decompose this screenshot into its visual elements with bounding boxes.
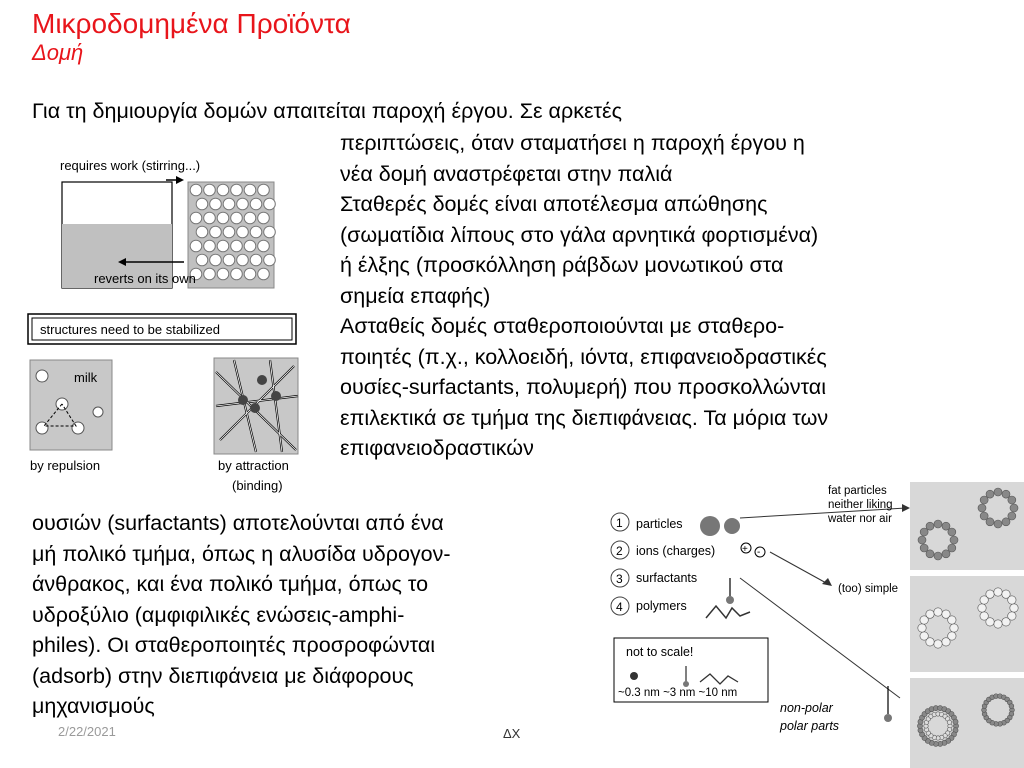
binding-point (250, 403, 260, 413)
binding-label: (binding) (232, 478, 283, 493)
particle-icon (724, 518, 740, 534)
text-line: ουσιών (surfactants) αποτελούνται από ένα (32, 511, 444, 535)
particle-icon (700, 516, 720, 536)
not-to-scale-label: not to scale! (626, 645, 694, 659)
ring-bead (1002, 518, 1010, 526)
droplet (196, 254, 208, 266)
stabilizers-diagram (600, 478, 1024, 768)
item-number: 2 (616, 544, 623, 558)
droplet (196, 226, 208, 238)
droplet (258, 240, 270, 252)
text-right-column (340, 128, 828, 464)
droplet (231, 184, 243, 196)
text-left-column (32, 508, 451, 722)
droplet (204, 212, 216, 224)
droplet (231, 212, 243, 224)
ring-bead (942, 550, 950, 558)
milk-particle (36, 370, 48, 382)
ring-bead (994, 488, 1002, 496)
droplet (264, 198, 276, 210)
ring-bead (1008, 512, 1016, 520)
binding-point (271, 391, 281, 401)
text-first-line: Για τη δημιουργία δομών απαιτείται παροχή έργου. Σε αρκετές (32, 99, 622, 123)
text-line: σημεία επαφής) (340, 283, 491, 308)
item-surfactants: surfactants (636, 571, 698, 585)
ring-bead (926, 522, 934, 530)
text-line: ποιητές (π.χ., κολλοειδή, ιόντα, επιφανειοδραστικές (340, 344, 827, 369)
scale-ion-icon (630, 672, 638, 680)
text-line: (σωματίδια λίπους στο γάλα αρνητικά φορτισμένα) (340, 222, 819, 247)
text-line: (adsorb) στην διεπιφάνεια με διάφορους (32, 663, 414, 688)
stabilized-label: structures need to be stabilized (40, 322, 220, 337)
text-line: μηχανισμούς (32, 694, 155, 718)
item-number: 4 (616, 600, 623, 614)
item-number: 3 (616, 572, 623, 586)
ring-bead (950, 624, 958, 632)
ring-bead (980, 496, 988, 504)
text-line: ουσίες-surfactants, πολυμερή) που προσκολλώνται (340, 375, 826, 399)
droplet (250, 254, 262, 266)
ring-bead (948, 544, 956, 552)
scales-label: ~0.3 nm ~3 nm ~10 nm (618, 687, 738, 699)
ring-bead (994, 588, 1002, 596)
fat-particles-line: water nor air (828, 513, 892, 525)
droplet (264, 226, 276, 238)
text-line: νέα δομή αναστρέφεται στην παλιά (340, 161, 673, 186)
droplet (244, 268, 256, 280)
text-line: philes). Οι σταθεροποιητές προσροφώνται (32, 633, 436, 657)
ring-bead (942, 522, 950, 530)
ring-bead (986, 518, 994, 526)
milk-particle (72, 422, 84, 434)
text-line: υδροξύλιο (αμφιφιλικές ενώσεις-amphi- (32, 602, 405, 627)
ring-bead (978, 504, 986, 512)
droplet (258, 268, 270, 280)
ring-bead (1009, 704, 1014, 709)
item-number: 1 (616, 516, 623, 530)
droplet (210, 198, 222, 210)
droplet (258, 212, 270, 224)
fat-particles-line: neither liking (828, 499, 893, 511)
droplet (223, 226, 235, 238)
ring-bead (994, 520, 1002, 528)
droplet (258, 184, 270, 196)
polar-parts-label: polar parts (780, 719, 840, 733)
ring-bead (920, 544, 928, 552)
droplet (237, 226, 249, 238)
reverts-label: reverts on its own (94, 271, 196, 286)
text-line: Ασταθείς δομές σταθεροποιούνται με σταθερο- (340, 314, 785, 338)
ring-bead (918, 536, 926, 544)
ring-bead (986, 490, 994, 498)
minus-sign: - (757, 547, 761, 558)
ring-bead (980, 512, 988, 520)
arrow-head (902, 504, 910, 512)
droplet (237, 198, 249, 210)
ring-bead (926, 610, 934, 618)
droplet (210, 254, 222, 266)
ring-bead (1010, 604, 1018, 612)
droplet (196, 198, 208, 210)
ring-bead (934, 552, 942, 560)
binding-point (238, 395, 248, 405)
item-polymers: polymers (636, 599, 687, 613)
item-particles: particles (636, 517, 683, 531)
text-line: επιλεκτικά σε τμήμα της διεπιφάνειας. Τα μόρια των (340, 405, 829, 430)
ring-bead (948, 528, 956, 536)
arrow-right-head (176, 176, 184, 184)
polymer-icon (706, 606, 750, 618)
slide-subtitle: Δομή (32, 40, 84, 65)
ring-bead (934, 520, 942, 528)
droplet (244, 184, 256, 196)
droplet (190, 184, 202, 196)
droplet (250, 198, 262, 210)
non-polar-label: non-polar (780, 701, 833, 715)
ring-bead (950, 536, 958, 544)
droplet (237, 254, 249, 266)
ring-bead (920, 528, 928, 536)
requires-work-label: requires work (stirring...) (60, 158, 201, 173)
ring-bead (947, 720, 951, 724)
surfactant-head (726, 596, 734, 604)
ring-bead (1010, 504, 1018, 512)
droplet (223, 198, 235, 210)
ring-bead (994, 620, 1002, 628)
footer-author: ΔΧ (503, 726, 521, 741)
droplet (204, 268, 216, 280)
text-line: επιφανειοδραστικών (340, 436, 534, 460)
ring-bead (1008, 496, 1016, 504)
ring-bead (948, 616, 956, 624)
droplet (217, 184, 229, 196)
attraction-label: by attraction (218, 458, 289, 473)
text-line: ή έλξης (προσκόλληση ράβδων μονωτικού στα (340, 253, 784, 277)
ring-bead (942, 638, 950, 646)
droplet (190, 240, 202, 252)
structures-diagram (24, 150, 324, 500)
droplet (244, 212, 256, 224)
plus-sign: + (742, 544, 748, 555)
footer-date: 2/22/2021 (58, 724, 116, 739)
surfactant-example-head (884, 714, 892, 722)
droplet (231, 268, 243, 280)
text-line: περιπτώσεις, όταν σταματήσει η παροχή έργου η (340, 131, 805, 155)
ring-bead (918, 624, 926, 632)
ring-bead (986, 590, 994, 598)
text-line: άνθρακος, και ένα πολικό τμήμα, όπως το (32, 572, 429, 596)
fat-particles-line: fat particles (828, 485, 887, 497)
ring-bead (920, 632, 928, 640)
text-line: Σταθερές δομές είναι αποτέλεσμα απώθησης (340, 192, 768, 216)
droplet (217, 240, 229, 252)
milk-label: milk (74, 370, 98, 385)
droplet (204, 240, 216, 252)
ring-bead (1008, 596, 1016, 604)
ring-bead (980, 612, 988, 620)
droplet (217, 212, 229, 224)
ring-bead (934, 608, 942, 616)
droplet (190, 212, 202, 224)
droplet (250, 226, 262, 238)
droplet (204, 184, 216, 196)
slide-title: Μικροδομημένα Προϊόντα (32, 8, 351, 39)
droplet (244, 240, 256, 252)
binding-point (257, 375, 267, 385)
too-simple-label: (too) simple (838, 583, 899, 595)
ring-bead (926, 550, 934, 558)
droplet (264, 254, 276, 266)
droplet (223, 254, 235, 266)
text-line: μή πολικό τμήμα, όπως η αλυσίδα υδρογον- (32, 541, 451, 566)
milk-particle (93, 407, 103, 417)
item-ions: ions (charges) (636, 544, 716, 558)
ring-bead (953, 719, 958, 724)
droplet (231, 240, 243, 252)
droplet (217, 268, 229, 280)
ring-bead (978, 604, 986, 612)
ring-bead (934, 640, 942, 648)
droplet (210, 226, 222, 238)
repulsion-label: by repulsion (30, 458, 101, 473)
ring-bead (1002, 490, 1010, 498)
ring-bead (1002, 618, 1010, 626)
